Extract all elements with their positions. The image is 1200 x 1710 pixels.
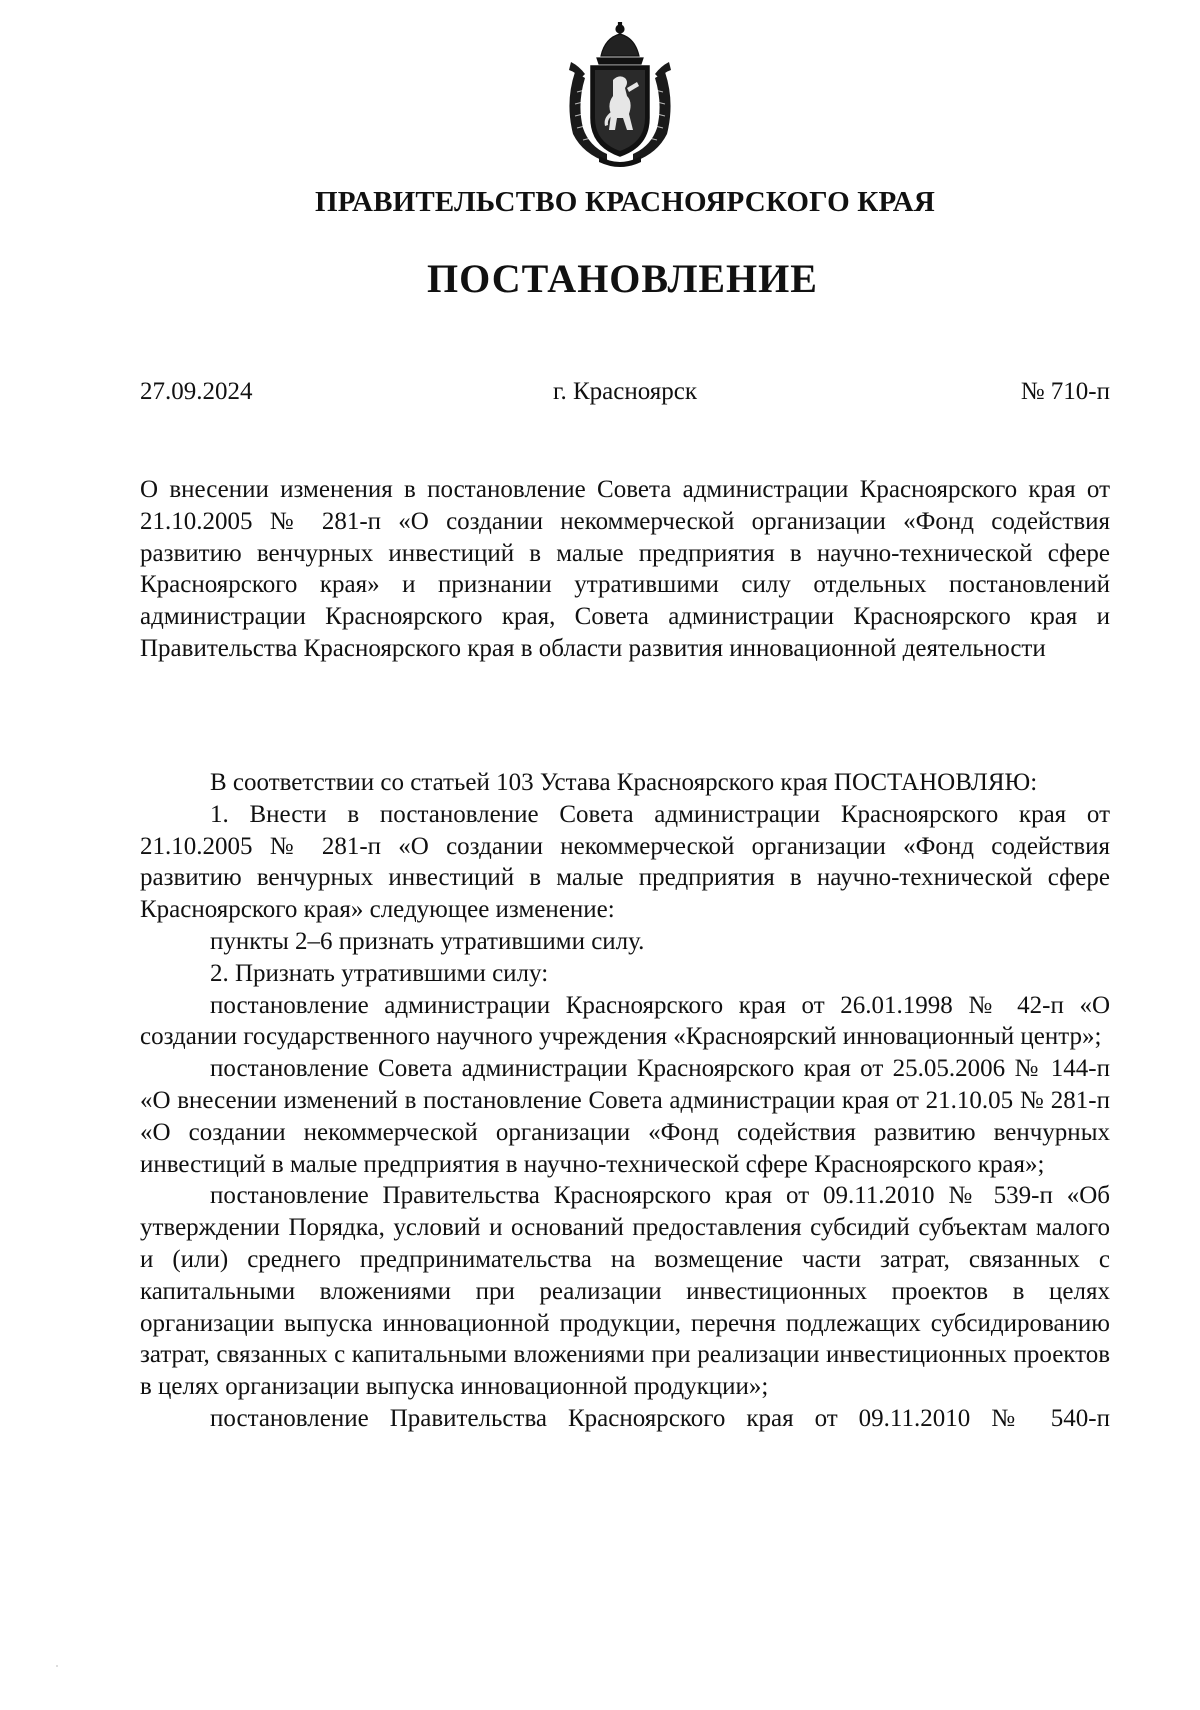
repeal-paragraph-1: постановление администрации Красноярского края от 26.01.1998 № 42-п «О создании государственного научного учреждения «Красноярский инновационный центр»; xyxy=(140,991,1110,1051)
krasnoyarsk-coat-of-arms-icon xyxy=(561,22,679,168)
document-city: г. Красноярск xyxy=(553,378,697,405)
preamble-paragraph: В соответствии со статьей 103 Устава Красноярского края ПОСТАНОВЛЯЮ: xyxy=(210,769,1038,796)
repeal-paragraph-2: постановление Совета администрации Красноярского края от 25.05.2006 № 144-п «О внесении изменений в постановление Совета администрации края от 21.10.05 № 281-п «О создании некоммерческой организации «Фонд содействия развитию венчурных инвестиций в малые предприятия в научно-технической сфере Красноярского края»; xyxy=(140,1055,1110,1178)
document-body xyxy=(140,767,1110,1435)
scan-artifact xyxy=(56,1665,58,1667)
document-title: О внесении изменения в постановление Совета администрации Красноярского края от 21.10.2005 № 281-п «О создании некоммерческой организации «Фонд содействия развитию венчурных инвестиций в малые предприятия в научно-технической сфере Красноярского края» и признании утратившими силу отдельных постановлений администрации Красноярского края, Совета администрации Красноярского края и Правительства Красноярского края в области развития инновационной деятельности xyxy=(140,476,1110,662)
item-1-sub-paragraph: пункты 2–6 признать утратившими силу. xyxy=(210,927,645,955)
repeal-paragraph-3: постановление Правительства Красноярского края от 09.11.2010 № 539-п «Об утверждении Порядка, условий и оснований предоставления субсидий субъектам малого и (или) среднего предпринимательства на возмещение части затрат, связанных с капитальными вложениями при реализации инвестиционных проектов в целях организации выпуска инновационной продукции, перечня подлежащих субсидированию затрат, связанных с капитальными вложениями при реализации инвестиционных проектов в целях организации выпуска инновационной продукции»; xyxy=(140,1182,1110,1401)
organization-name: ПРАВИТЕЛЬСТВО КРАСНОЯРСКОГО КРАЯ xyxy=(314,186,936,218)
document-date: 27.09.2024 xyxy=(140,378,253,405)
document-type: ПОСТАНОВЛЕНИЕ xyxy=(427,256,818,301)
item-1-paragraph: 1. Внести в постановление Совета администрации Красноярского края от 21.10.2005 № 281-п «О создании некоммерческой организации «Фонд содействия развитию венчурных инвестиций в малые предприятия в научно-технической сфере Красноярского края» следующее изменение: xyxy=(140,800,1110,924)
repeal-paragraph-4: постановление Правительства Красноярского края от 09.11.2010 № 540-п xyxy=(210,1404,1110,1432)
item-2-paragraph: 2. Признать утратившими силу: xyxy=(210,959,549,987)
document-number: № 710-п xyxy=(1020,378,1110,405)
